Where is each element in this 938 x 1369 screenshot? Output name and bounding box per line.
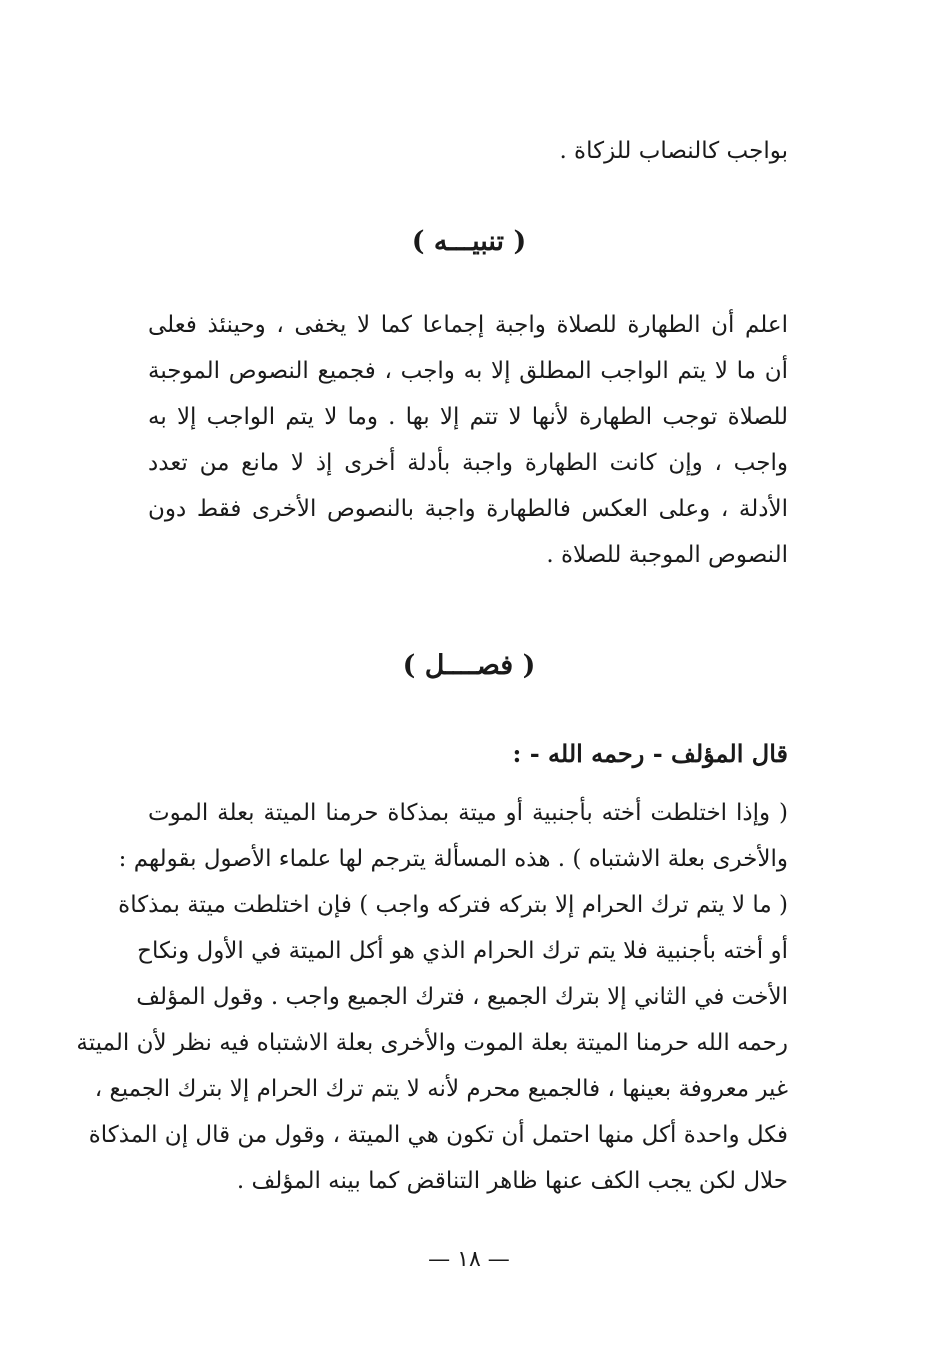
notice-heading: ( تنبيـــه ) — [411, 226, 527, 257]
paragraph-line: الأدلة ، وعلى العكس فالطهارة واجبة بالنصوص الأخرى فقط دون — [148, 496, 788, 522]
paragraph-line: حلال لكن يجب الكف عنها ظاهر التناقض كما بينه المؤلف . — [236, 1168, 788, 1194]
continuation-line: بواجب كالنصاب للزكاة . — [559, 138, 788, 164]
author-attribution: قال المؤلف - رحمه الله - : — [512, 739, 788, 768]
paragraph-line: والأخرى بعلة الاشتباه ) . هذه المسألة يترجم لها علماء الأصول بقولهم : — [118, 846, 788, 872]
paragraph-line: واجب ، وإن كانت الطهارة واجبة بأدلة أخرى إذ لا مانع من تعدد — [148, 450, 788, 476]
paragraph-line: ( وإذا اختلطت أخته بأجنبية أو ميتة بمذكاة حرمنا الميتة بعلة الموت — [148, 800, 788, 826]
paragraph-line: أو أخته بأجنبية فلا يتم ترك الحرام الذي هو أكل الميتة في الأول ونكاح — [137, 938, 788, 964]
paragraph-line: الأخت في الثاني إلا بترك الجميع ، فترك الجميع واجب . وقول المؤلف — [136, 984, 788, 1010]
section-heading: ( فصــــل ) — [402, 650, 536, 681]
paragraph-line: للصلاة توجب الطهارة لأنها لا تتم إلا بها . وما لا يتم الواجب إلا به — [148, 404, 788, 430]
paragraph-line: فكل واحدة أكل منها احتمل أن تكون هي الميتة ، وقول من قال إن المذكاة — [88, 1122, 788, 1148]
paragraph-line: ( ما لا يتم ترك الحرام إلا بتركه فتركه واجب ) فإن اختلطت ميتة بمذكاة — [118, 892, 788, 918]
paragraph-line: اعلم أن الطهارة للصلاة واجبة إجماعا كما لا يخفى ، وحينئذ فعلى — [148, 312, 788, 338]
paragraph-line: أن ما لا يتم الواجب المطلق إلا به واجب ، فجميع النصوص الموجبة — [148, 358, 788, 384]
page-number: — ١٨ — — [428, 1247, 510, 1272]
paragraph-line: النصوص الموجبة للصلاة . — [546, 542, 788, 568]
paragraph-line: رحمه الله حرمنا الميتة بعلة الموت والأخرى بعلة الاشتباه فيه نظر لأن الميتة — [76, 1030, 788, 1056]
paragraph-line: غير معروفة بعينها ، فالجميع محرم لأنه لا يتم ترك الحرام إلا بترك الجميع ، — [94, 1076, 788, 1102]
